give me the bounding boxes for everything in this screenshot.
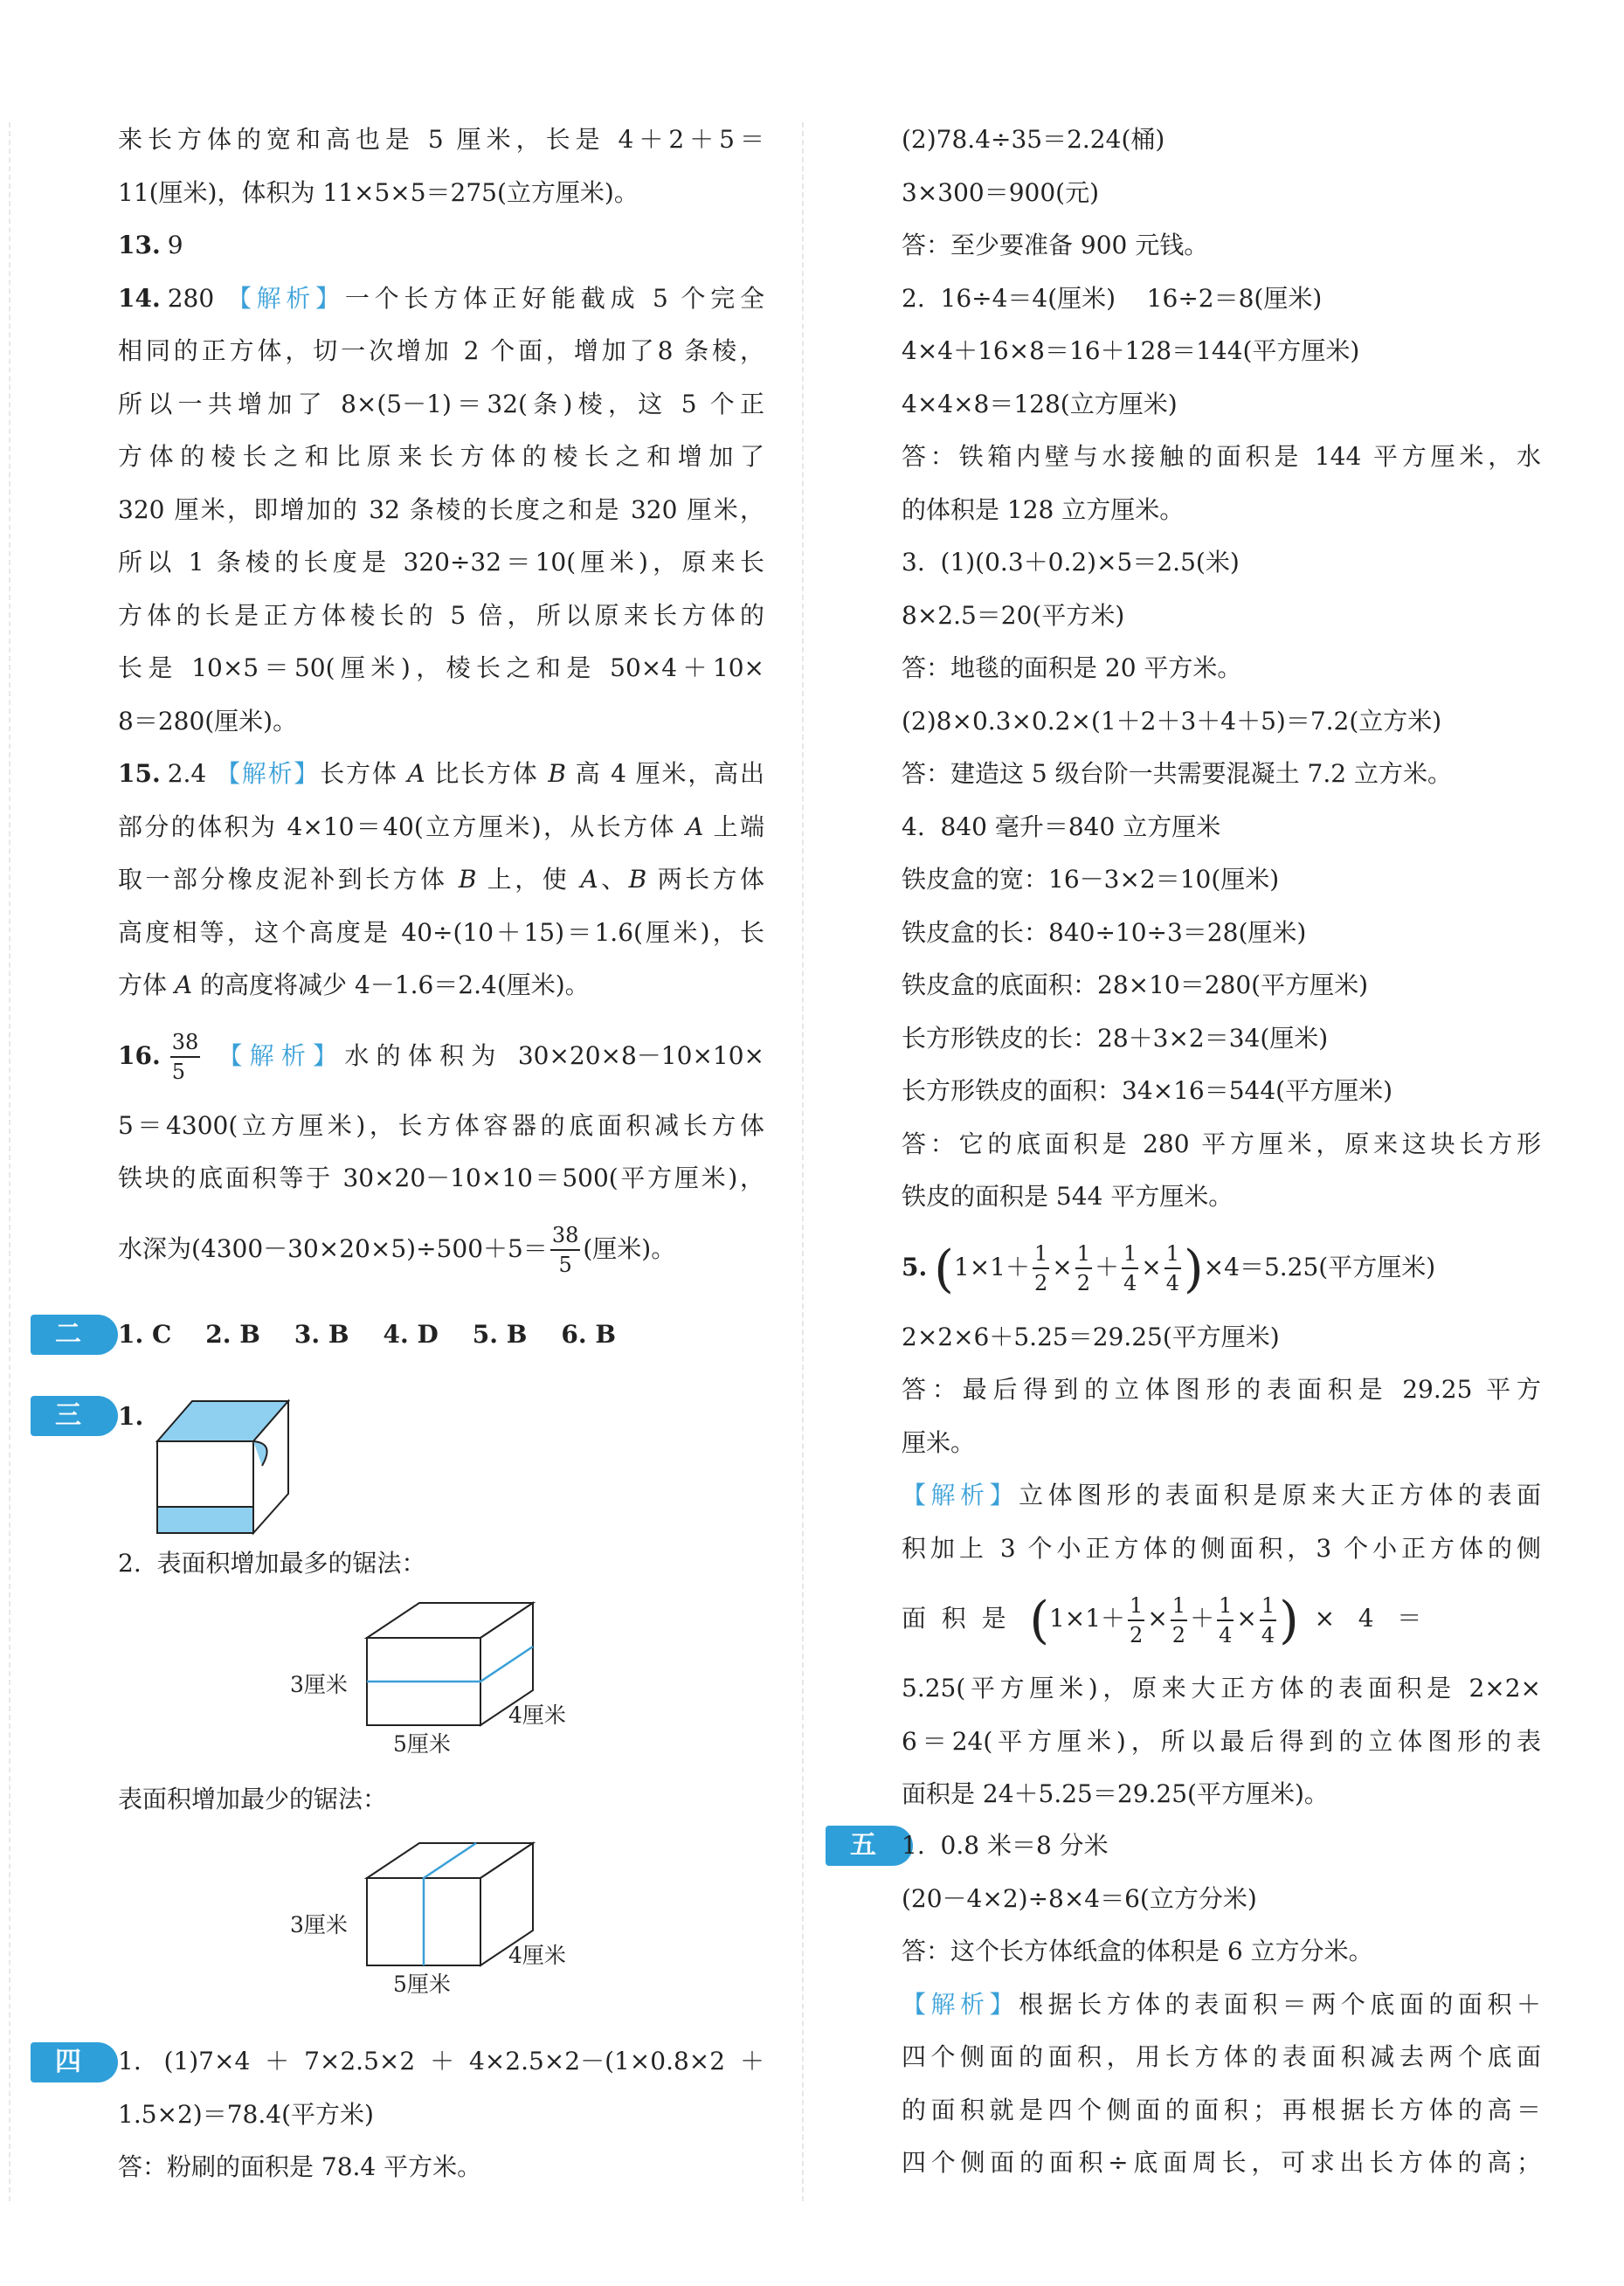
text: 高 4 厘米，高出 xyxy=(565,759,764,788)
text: × xyxy=(1052,1252,1073,1281)
text: 1×1＋ xyxy=(953,1252,1030,1281)
text-line xyxy=(118,853,764,907)
text-line: (2)8×0.3×0.2×(1＋2＋3＋4＋5)＝7.2(立方米) xyxy=(902,706,1442,736)
text: ＋ xyxy=(1190,1604,1215,1633)
text: 比长方体 xyxy=(425,759,549,788)
denominator: 2 xyxy=(1033,1271,1048,1295)
paren-close: ) xyxy=(1279,1590,1299,1650)
text: 水深为(4300－30×20×5)÷500＋5＝ xyxy=(118,1233,548,1263)
denominator: 4 xyxy=(1261,1622,1275,1647)
text-line: 4×4×8＝128(立方厘米) xyxy=(902,389,1178,418)
section-4-content xyxy=(118,2035,764,2194)
section-badge-5: 五 xyxy=(826,1826,913,1866)
text: × 4 ＝ xyxy=(1314,1604,1422,1633)
text-line: 答：铁箱内壁与水接触的面积是 144 平方厘米，水 xyxy=(902,442,1541,471)
fraction xyxy=(1171,1592,1187,1649)
page-edge-line xyxy=(9,122,10,2201)
text-line: 铁块的底面积等于 30×20－10×10＝500(平方厘米)， xyxy=(118,1164,764,1192)
text: 取一部分橡皮泥补到长方体 xyxy=(118,865,459,894)
text-line: 铁皮盒的底面积：28×10＝280(平方厘米) xyxy=(902,970,1369,999)
numerator: 1 xyxy=(1033,1240,1049,1269)
analysis-text: 根据长方体的表面积＝两个底面的面积＋ xyxy=(1019,1989,1541,2019)
text: 两长方体 xyxy=(646,865,764,894)
fraction xyxy=(550,1221,581,1279)
question-number: 5. xyxy=(902,1252,928,1281)
text-line: 320 厘米，即增加的 32 条棱的长度之和是 320 厘米， xyxy=(118,494,764,524)
text-line: 面积是 24＋5.25＝29.25(平方厘米)。 xyxy=(902,1779,1329,1808)
text: 部分的体积为 4×10＝40(立方厘米)，从长方体 xyxy=(118,811,687,841)
section-badge-3: 三 xyxy=(31,1396,118,1436)
fraction xyxy=(1128,1592,1144,1649)
cube-figure xyxy=(149,1389,297,1542)
denominator: 2 xyxy=(1076,1271,1090,1295)
text-line: 的体积是 128 立方厘米。 xyxy=(902,494,1185,524)
answer-value: 9 xyxy=(167,231,183,259)
var-b: B xyxy=(548,759,566,788)
question-number: 13. xyxy=(118,231,161,259)
text-line: 4. 840 毫升＝840 立方厘米 xyxy=(902,811,1221,841)
numerator: 1 xyxy=(1128,1592,1144,1621)
right-column xyxy=(902,114,1541,1821)
text-line: (20－4×2)÷8×4＝6(立方分米) xyxy=(902,1883,1257,1913)
question-number: 15. xyxy=(118,759,161,788)
section-badge-4: 四 xyxy=(31,2042,118,2082)
numerator: 1 xyxy=(1217,1592,1234,1621)
text-line: 答：至少要准备 900 元钱。 xyxy=(902,231,1209,259)
var-a: A xyxy=(580,865,598,894)
text-line: 长是 10×5＝50(厘米)，棱长之和是 50×4＋10× xyxy=(118,653,764,682)
var-b: B xyxy=(628,865,647,894)
answer-fraction xyxy=(170,1028,201,1086)
text: 方体 xyxy=(118,970,175,999)
text-line: 铁皮盒的长：840÷10÷3＝28(厘米) xyxy=(902,917,1307,947)
text-line xyxy=(118,1205,764,1293)
text-line: 厘米。 xyxy=(902,1427,976,1457)
fraction xyxy=(1217,1592,1234,1649)
cube-shaded-bottom xyxy=(158,1507,252,1532)
text-line: 所以一共增加了 8×(5－1)＝32(条)棱，这 5 个正 xyxy=(118,389,764,418)
text-line: 长方形铁皮的长：28＋3×2＝34(厘米) xyxy=(902,1023,1329,1053)
text: 的高度将减少 4－1.6＝2.4(厘米)。 xyxy=(192,970,590,999)
answer-16 xyxy=(118,1012,764,1100)
text-line: 长方形铁皮的面积：34×16＝544(平方厘米) xyxy=(902,1076,1393,1105)
denominator: 5 xyxy=(558,1253,572,1277)
analysis-text: 水的体积为 30×20×8－10×10× xyxy=(344,1040,764,1070)
length-label: 5厘米 xyxy=(393,1731,451,1757)
text-line: 来长方体的宽和高也是 5 厘米，长是 4＋2＋5＝ xyxy=(118,125,764,154)
question-number: 16. xyxy=(118,1040,161,1070)
text-line: 方体的长是正方体棱长的 5 倍，所以原来长方体的 xyxy=(118,600,764,630)
analysis-tag: 【解析】 xyxy=(218,1040,345,1070)
text: × xyxy=(1141,1252,1162,1281)
text-line: 答：它的底面积是 280 平方厘米，原来这块长方形 xyxy=(902,1129,1541,1158)
paren-open: ( xyxy=(934,1239,954,1298)
text-line: 答：地毯的面积是 20 平方米。 xyxy=(902,653,1242,682)
height-label: 3厘米 xyxy=(290,1912,348,1937)
text-line: 相同的正方体，切一次增加 2 个面，增加了8 条棱， xyxy=(118,336,764,365)
text-line: 3. (1)(0.3＋0.2)×5＝2.5(米) xyxy=(902,548,1240,577)
answer-5-formula xyxy=(902,1224,1541,1311)
analysis-tag: 【解析】 xyxy=(902,1481,1019,1509)
analysis-text: 立体图形的表面积是原来大正方体的表面 xyxy=(1019,1481,1541,1509)
question-2: 2. 表面积增加最多的锯法： xyxy=(118,1549,426,1578)
analysis-tag: 【解析】 xyxy=(226,283,345,313)
text-line: (2)78.4÷35＝2.24(桶) xyxy=(902,125,1165,154)
var-a: A xyxy=(407,759,425,788)
text-line xyxy=(902,1469,1541,1523)
text-line: 11(厘米)，体积为 11×5×5＝275(立方厘米)。 xyxy=(118,177,639,207)
answer-value: 2.4 xyxy=(167,759,207,788)
answer-13 xyxy=(118,219,764,273)
text: 上端 xyxy=(703,811,764,841)
text-line: 答：建造这 5 级台阶一共需要混凝土 7.2 立方米。 xyxy=(902,759,1452,788)
text: 面 积 是 xyxy=(902,1604,1006,1633)
width-label: 4厘米 xyxy=(508,1702,566,1728)
denominator: 4 xyxy=(1219,1622,1233,1647)
text-line: 4×4＋16×8＝16＋128＝144(平方厘米) xyxy=(902,336,1360,365)
fraction xyxy=(1260,1592,1276,1649)
text: ×4＝5.25(平方厘米) xyxy=(1203,1252,1436,1281)
numerator: 1 xyxy=(1164,1240,1181,1269)
text-line: 四个侧面的面积，用长方体的表面积减去两个底面 xyxy=(902,2042,1541,2071)
var-a: A xyxy=(686,811,704,841)
numerator: 1 xyxy=(1122,1240,1138,1269)
numerator: 38 xyxy=(550,1221,581,1251)
text-line: 所以 1 条棱的长度是 320÷32＝10(厘米)，原来长 xyxy=(118,548,764,577)
text-line: 2×2×6＋5.25＝29.25(平方厘米) xyxy=(902,1322,1280,1351)
text-line: 铁皮的面积是 544 平方厘米。 xyxy=(902,1182,1234,1211)
numerator: 1 xyxy=(1171,1592,1187,1621)
text-line: 方体的棱长之和比原来长方体的棱长之和增加了 xyxy=(118,442,764,471)
paren-open: ( xyxy=(1029,1590,1049,1650)
left-column xyxy=(118,114,764,1293)
text-line: 1.5×2)＝78.4(平方米) xyxy=(118,2099,374,2129)
text-line: 的面积就是四个侧面的面积；再根据长方体的高＝ xyxy=(902,2095,1541,2124)
height-label: 3厘米 xyxy=(290,1672,348,1697)
text-line xyxy=(902,1575,1541,1662)
text-line: 高度相等，这个高度是 40÷(10＋15)＝1.6(厘米)，长 xyxy=(118,917,764,947)
text-line xyxy=(118,801,764,854)
text: (厘米)。 xyxy=(583,1233,676,1263)
text-line: 8＝280(厘米)。 xyxy=(118,706,298,736)
fraction xyxy=(1122,1240,1138,1297)
answer-value: 280 xyxy=(167,283,215,313)
cuboid-figure-least xyxy=(280,1834,594,2000)
text: ＋ xyxy=(1095,1252,1120,1281)
analysis-text: 一个长方体正好能截成 5 个完全 xyxy=(344,283,764,313)
answer-14 xyxy=(118,273,764,326)
analysis-tag: 【解析】 xyxy=(215,759,321,788)
fraction xyxy=(1075,1240,1092,1297)
paren-close: ) xyxy=(1184,1239,1204,1298)
answer-15 xyxy=(118,748,764,801)
text-line: 6＝24(平方厘米)，所以最后得到的立体图形的表 xyxy=(902,1726,1541,1756)
analysis-tag: 【解析】 xyxy=(902,1989,1019,2019)
text: 上，使 xyxy=(476,865,581,894)
question-number: 14. xyxy=(118,283,161,313)
text-line: 3×300＝900(元) xyxy=(902,177,1100,207)
denominator: 2 xyxy=(1130,1622,1144,1647)
text-line: 5＝4300(立方厘米)，长方体容器的底面积减长方体 xyxy=(118,1110,764,1140)
text-line: 答：最后得到的立体图形的表面积是 29.25 平方 xyxy=(902,1375,1541,1404)
cuboid-figure-most xyxy=(280,1594,594,1760)
section-5-content xyxy=(902,1820,1541,2190)
text: × xyxy=(1147,1604,1168,1633)
denominator: 5 xyxy=(171,1060,185,1084)
var-a: A xyxy=(174,970,193,999)
text: 1×1＋ xyxy=(1048,1604,1126,1633)
text-line: 2. 16÷4＝4(厘米) 16÷2＝8(厘米) xyxy=(902,283,1323,313)
text-line: 1. 0.8 米＝8 分米 xyxy=(902,1831,1109,1860)
denominator: 2 xyxy=(1171,1622,1186,1647)
denominator: 4 xyxy=(1123,1271,1137,1295)
section-badge-2: 二 xyxy=(31,1315,118,1355)
fraction xyxy=(1164,1240,1181,1297)
fraction xyxy=(1033,1240,1049,1297)
text: 、 xyxy=(598,865,629,894)
text-line: 答：这个长方体纸盒的体积是 6 立方分米。 xyxy=(902,1937,1373,1965)
length-label: 5厘米 xyxy=(393,1972,451,1997)
question-number: 1. xyxy=(118,1402,144,1431)
text-line: 答：粉刷的面积是 78.4 平方米。 xyxy=(118,2152,482,2181)
choice-answers: 1. C 2. B 3. B 4. D 5. B 6. B xyxy=(118,1320,617,1349)
least-method-label: 表面积增加最少的锯法： xyxy=(118,1785,388,1813)
numerator: 1 xyxy=(1260,1592,1276,1621)
text: 长方体 xyxy=(320,759,408,788)
column-divider xyxy=(802,122,804,2201)
text-line: 8×2.5＝20(平方米) xyxy=(902,600,1125,630)
text-line xyxy=(902,1979,1541,2032)
numerator: 38 xyxy=(170,1028,201,1058)
text-line: 四个侧面的面积÷底面周长，可求出长方体的高； xyxy=(902,2148,1541,2177)
numerator: 1 xyxy=(1075,1240,1092,1269)
text-line: 5.25(平方厘米)，原来大正方体的表面积是 2×2× xyxy=(902,1674,1541,1702)
text-line: 铁皮盒的宽：16－3×2＝10(厘米) xyxy=(902,865,1280,894)
text-line xyxy=(118,959,764,1012)
var-b: B xyxy=(458,865,477,894)
denominator: 4 xyxy=(1165,1271,1180,1295)
text: × xyxy=(1236,1604,1257,1633)
text-line: 1. (1)7×4＋7×2.5×2＋4×2.5×2－(1×0.8×2＋ xyxy=(118,2047,764,2075)
text-line: 积加上 3 个小正方体的侧面积，3 个小正方体的侧 xyxy=(902,1533,1541,1563)
width-label: 4厘米 xyxy=(508,1943,566,1968)
